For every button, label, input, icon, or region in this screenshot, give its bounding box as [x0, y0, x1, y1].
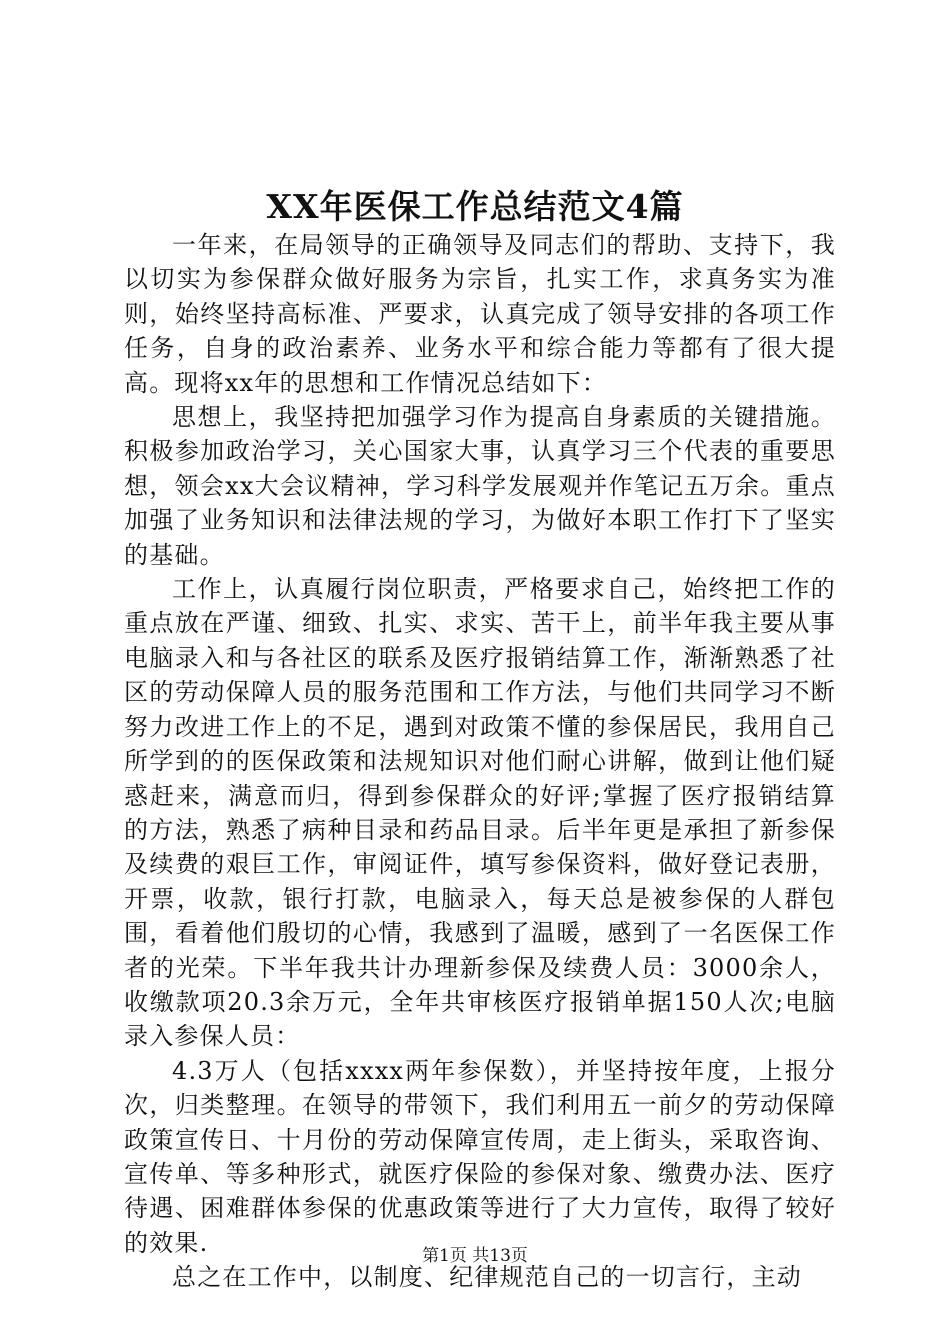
paragraph-thought: 思想上，我坚持把加强学习作为提高自身素质的关键措施。积极参加政治学习，关心国家大事，认真学习三个代表的重要思想，领会xx大会议精神，学习科学发展观并作笔记五万余。重点加强了业务知识和法律法规的学习，为做好本职工作打下了坚实的基础。 — [124, 403, 836, 569]
document-title: XX年医保工作总结范文4篇 — [266, 187, 684, 226]
paragraph-summary: 总之在工作中，以制度、纪律规范自己的一切言行，主动 — [172, 1263, 802, 1292]
page-footer: 第1页 共13页 — [422, 1246, 528, 1266]
paragraph-work: 工作上，认真履行岗位职责，严格要求自己，始终把工作的重点放在严谨、细致、扎实、求实、苦干上，前半年我主要从事电脑录入和与各社区的联系及医疗报销结算工作，渐渐熟悉了社区的劳动保障人员的服务范围和工作方法，与他们共同学习不断努力改进工作上的不足，遇到对政策不懂的参保居民，我用自己所学到的的医保政策和法规知识对他们耐心讲解，做到让他们疑惑赶来，满意而归，得到参保群众的好评;掌握了医疗报销结算的方法，熟悉了病种目录和药品目录。后半年更是承担了新参保及续费的艰巨工作，审阅证件，填写参保资料，做好登记表册，开票，收款，银行打款，电脑录入，每天总是被参保的人群包围，看着他们殷切的心情，我感到了温暖，感到了一名医保工作者的光荣。下半年我共计办理新参保及续费人员：3000余人，收缴款项20.3余万元，全年共审核医疗报销单据150人次;电脑录入参保人员： — [124, 575, 836, 1051]
paragraph-statistics: 4.3万人（包括xxxx两年参保数），并坚持按年度，上报分次，归类整理。在领导的带领下，我们利用五一前夕的劳动保障政策宣传日、十月份的劳动保障宣传周，走上街头，采取咨询、宣传单、等多种形式，就医疗保险的参保对象、缴费办法、医疗待遇、困难群体参保的优惠政策等进行了大力宣传，取得了较好的效果. — [124, 1056, 836, 1257]
paragraph-intro: 一年来，在局领导的正确领导及同志们的帮助、支持下，我以切实为参保群众做好服务为宗旨，扎实工作，求真务实为准则，始终坚持高标准、严要求，认真完成了领导安排的各项工作任务，自身的政治素养、业务水平和综合能力等都有了很大提高。现将xx年的思想和工作情况总结如下： — [124, 231, 836, 397]
document-body — [124, 228, 836, 1295]
